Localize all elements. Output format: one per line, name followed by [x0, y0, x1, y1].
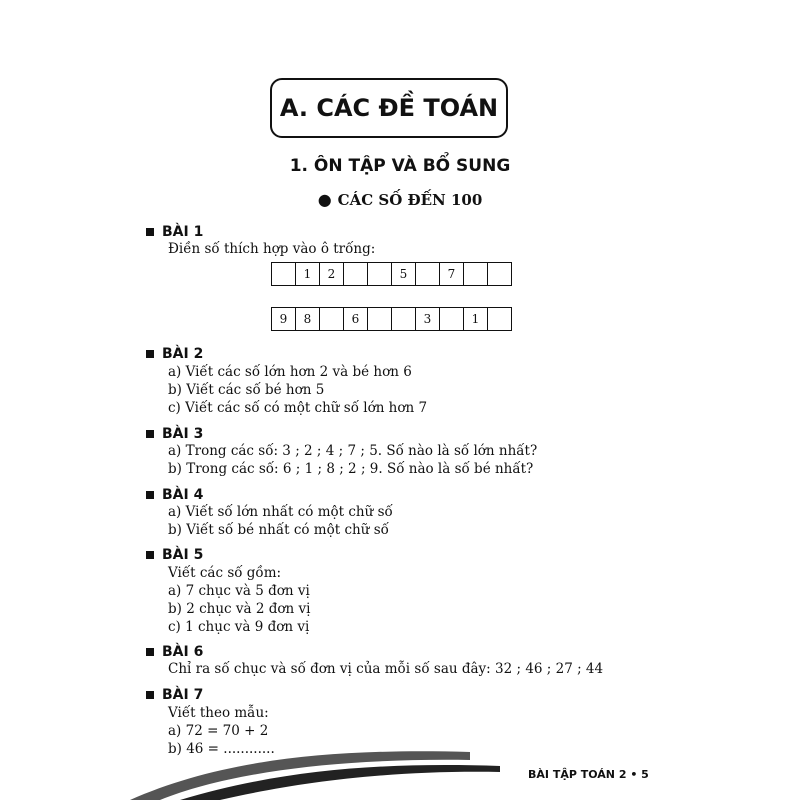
- exercise-line: b) Viết các số bé hơn 5: [168, 382, 325, 398]
- number-box: [320, 308, 344, 330]
- exercise-line: b) Trong các số: 6 ; 1 ; 8 ; 2 ; 9. Số nào là số bé nhất?: [168, 461, 534, 477]
- exercise-line: b) Viết số bé nhất có một chữ số: [168, 522, 389, 538]
- exercise-4-heading: [146, 487, 203, 503]
- exercise-3-heading: [146, 426, 203, 442]
- exercise-line: b) 46 = ............: [168, 741, 275, 757]
- exercise-1-heading: [146, 224, 203, 240]
- number-box: 5: [392, 263, 416, 285]
- exercise-label: BÀI 1: [162, 224, 204, 240]
- number-box: 1: [464, 308, 488, 330]
- exercise-line: Chỉ ra số chục và số đơn vị của mỗi số sau đây: 32 ; 46 ; 27 ; 44: [168, 661, 604, 677]
- number-box: [464, 263, 488, 285]
- exercise-label: BÀI 6: [162, 644, 204, 660]
- section-heading: [0, 190, 800, 209]
- exercise-label: BÀI 5: [162, 547, 204, 563]
- exercise-label: BÀI 2: [162, 346, 204, 362]
- number-box: 2: [320, 263, 344, 285]
- square-bullet-icon: [146, 430, 154, 438]
- exercise-line: c) 1 chục và 9 đơn vị: [168, 619, 310, 635]
- number-box-row-1: [271, 262, 512, 286]
- exercise-7-heading: [146, 687, 203, 703]
- exercise-line: a) Viết số lớn nhất có một chữ số: [168, 504, 393, 520]
- number-box: [416, 263, 440, 285]
- number-box: [368, 263, 392, 285]
- number-box: [488, 263, 511, 285]
- number-box: 7: [440, 263, 464, 285]
- exercise-5-heading: [146, 547, 203, 563]
- square-bullet-icon: [146, 551, 154, 559]
- exercise-line: Viết theo mẫu:: [168, 705, 269, 721]
- main-title-box: [270, 78, 508, 138]
- chapter-heading: 1. ÔN TẬP VÀ BỔ SUNG: [289, 156, 511, 176]
- number-box: 3: [416, 308, 440, 330]
- number-box: [344, 263, 368, 285]
- exercise-label: BÀI 7: [162, 687, 204, 703]
- bullet-icon: ●: [317, 190, 332, 209]
- exercise-line: Viết các số gồm:: [168, 565, 282, 581]
- number-box: 1: [296, 263, 320, 285]
- exercise-line: a) Viết các số lớn hơn 2 và bé hơn 6: [168, 364, 412, 380]
- number-box: 9: [272, 308, 296, 330]
- number-box: [272, 263, 296, 285]
- number-box: 6: [344, 308, 368, 330]
- square-bullet-icon: [146, 691, 154, 699]
- exercise-line: b) 2 chục và 2 đơn vị: [168, 601, 311, 617]
- number-box: [392, 308, 416, 330]
- exercise-label: BÀI 3: [162, 426, 204, 442]
- square-bullet-icon: [146, 228, 154, 236]
- number-box: [440, 308, 464, 330]
- exercise-line: a) 7 chục và 5 đơn vị: [168, 583, 310, 599]
- main-title: A. CÁC ĐỀ TOÁN: [279, 94, 499, 122]
- exercise-line: c) Viết các số có một chữ số lớn hơn 7: [168, 400, 428, 416]
- square-bullet-icon: [146, 491, 154, 499]
- exercise-2-heading: [146, 346, 203, 362]
- number-box: [368, 308, 392, 330]
- exercise-line: Điền số thích hợp vào ô trống:: [168, 241, 376, 257]
- exercise-line: a) 72 = 70 + 2: [168, 723, 269, 739]
- number-box: 8: [296, 308, 320, 330]
- exercise-line: a) Trong các số: 3 ; 2 ; 4 ; 7 ; 5. Số nào là số lớn nhất?: [168, 443, 538, 459]
- number-box-row-2: [271, 307, 512, 331]
- number-box: [488, 308, 511, 330]
- square-bullet-icon: [146, 350, 154, 358]
- exercise-label: BÀI 4: [162, 487, 204, 503]
- exercise-6-heading: [146, 644, 203, 660]
- page-footer: BÀI TẬP TOÁN 2 • 5: [528, 768, 649, 781]
- square-bullet-icon: [146, 648, 154, 656]
- section-title: CÁC SỐ ĐẾN 100: [337, 191, 483, 209]
